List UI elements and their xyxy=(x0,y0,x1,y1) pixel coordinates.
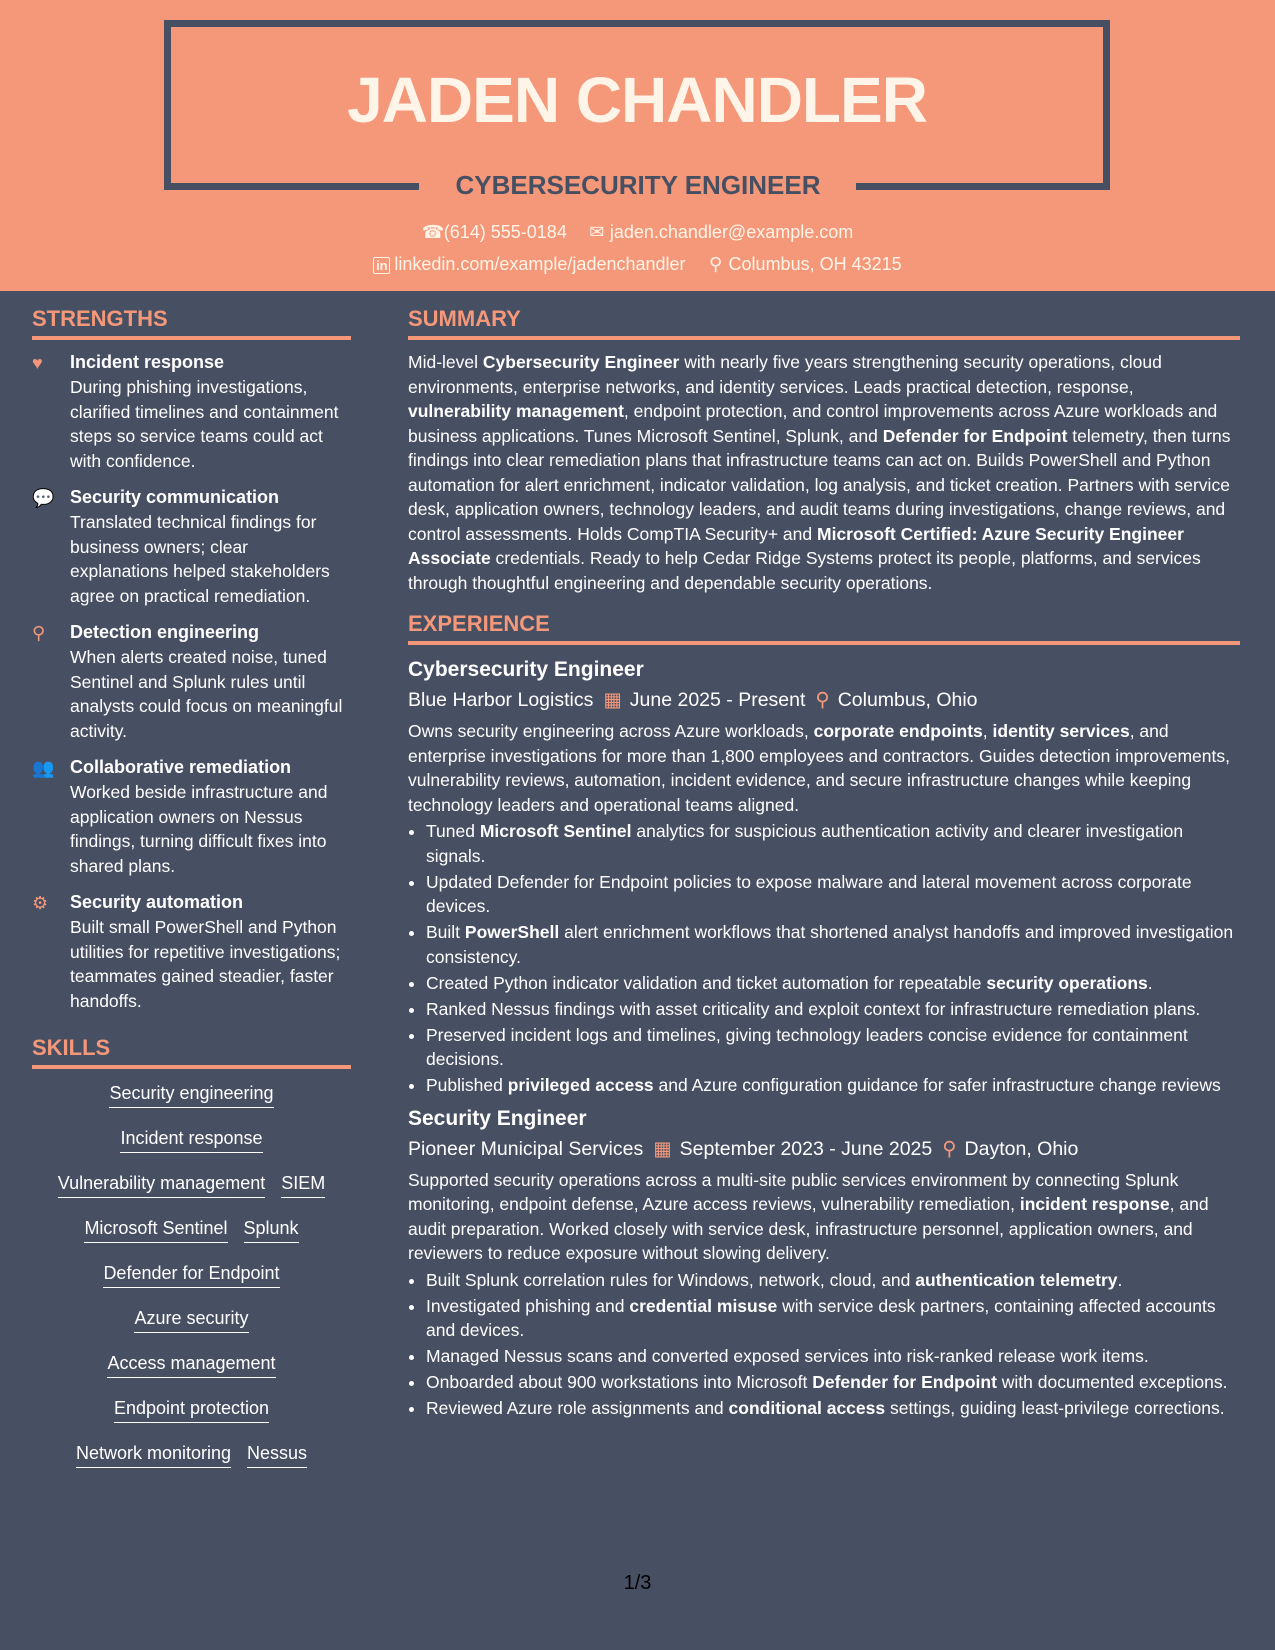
linkedin-text[interactable]: linkedin.com/example/jadenchandler xyxy=(394,254,686,274)
skill-row xyxy=(32,1169,351,1214)
bullet-item xyxy=(426,1396,1240,1421)
strengths-heading: STRENGTHS xyxy=(32,302,351,340)
strength-body xyxy=(70,890,351,1013)
bullet-item xyxy=(426,1023,1240,1072)
text-run: Updated Defender for Endpoint policies to expose malware and lateral movement across corporate devices. xyxy=(426,871,1192,916)
search-icon: ⚲ xyxy=(32,623,46,643)
location-contact xyxy=(707,251,902,277)
bold-text: Cybersecurity Engineer xyxy=(482,352,680,372)
location-text: Columbus, Ohio xyxy=(837,689,978,711)
job-dates xyxy=(603,685,805,715)
text-run: Onboarded about 900 workstations into Microsoft xyxy=(426,1372,813,1392)
bold-text: security operations xyxy=(986,972,1148,993)
text-run: Created Python indicator validation and ticket automation for repeatable xyxy=(426,972,987,993)
bullet-item xyxy=(426,1344,1240,1369)
skill-row xyxy=(32,1304,351,1349)
left-column xyxy=(32,302,351,1484)
skill-row xyxy=(32,1259,351,1304)
strength-item xyxy=(32,350,351,473)
calendar-icon: ▦ xyxy=(603,689,622,711)
text-run: , and enterprise investigations for more than 1,800 employees and contractors. Guides detection improvements, vulnerability reviews, automation, incident evidence, and secure infrastructure changes while keeping technology leaders and operational teams aligned. xyxy=(408,721,1230,815)
bold-text: incident response xyxy=(1019,1194,1170,1214)
job-title: Security Engineer xyxy=(408,1106,587,1130)
bold-text: conditional access xyxy=(728,1398,886,1418)
bold-text: Defender for Endpoint xyxy=(882,425,1068,446)
email-icon: ✉ xyxy=(589,222,605,242)
bullet-item xyxy=(426,870,1240,919)
skill-tag: Splunk xyxy=(244,1214,299,1243)
text-run: . xyxy=(1147,972,1153,993)
skill-tag: Microsoft Sentinel xyxy=(84,1214,227,1243)
location-pin-icon: ⚲ xyxy=(815,689,830,711)
text-run: Built Splunk correlation rules for Windows, network, cloud, and xyxy=(426,1269,916,1290)
bold-text: corporate endpoints xyxy=(813,721,983,741)
job-description xyxy=(408,719,1240,817)
frame-bottom-left xyxy=(164,183,419,190)
text-run: Preserved incident logs and timelines, giving technology leaders concise evidence for containment decisions. xyxy=(426,1024,1188,1069)
text-run: with documented exceptions. xyxy=(996,1372,1228,1392)
strength-item xyxy=(32,620,351,743)
chat-icon: 💬 xyxy=(32,488,55,508)
candidate-name: JADEN CHANDLER xyxy=(347,64,927,136)
skill-row xyxy=(32,1394,351,1439)
strength-title: Security automation xyxy=(70,892,244,912)
bold-text: privileged access xyxy=(507,1075,654,1095)
company-name: Blue Harbor Logistics xyxy=(408,689,594,711)
right-column xyxy=(408,302,1240,1422)
skill-tag: Access management xyxy=(107,1349,275,1378)
strength-body xyxy=(70,755,351,878)
job-entry xyxy=(408,1104,1240,1421)
phone-icon: ☎ xyxy=(421,222,445,242)
text-run: , endpoint protection, and control improvements across Azure workloads and business applications. Tunes Microsoft Sentinel, Splunk, and xyxy=(408,401,1218,446)
text-run: telemetry, then turns findings into clear remediation plans that infrastructure teams can act on. Builds PowerShell and Python automation for alert enrichment, indicator validation, log analysis, and ticket creation. Partners with service desk, application owners, technology leaders, and audit teams during investigations, change reviews, and control assessments. Holds CompTIA Security+ and xyxy=(408,425,1231,544)
frame-bottom-right xyxy=(856,183,1110,190)
strength-item xyxy=(32,485,351,608)
email-contact[interactable] xyxy=(588,219,853,245)
text-run: Supported security operations across a multi-site public services environment by connecting Splunk monitoring, endpoint defense, Azure access reviews, vulnerability remediation, xyxy=(408,1169,1179,1214)
text-run: settings, guiding least-privilege corrections. xyxy=(885,1398,1225,1418)
skill-tag: Defender for Endpoint xyxy=(103,1259,279,1288)
text-run: and Azure configuration guidance for safer infrastructure change reviews xyxy=(653,1075,1221,1095)
contact-line-1 xyxy=(0,219,1275,245)
skill-tag: SIEM xyxy=(281,1169,325,1198)
strength-description: During phishing investigations, clarified timelines and containment steps so service teams could act with confidence. xyxy=(70,377,339,471)
job-title-heading: CYBERSECURITY ENGINEER xyxy=(455,170,821,200)
bullet-item xyxy=(426,997,1240,1022)
experience-heading: EXPERIENCE xyxy=(408,607,1240,645)
skill-row xyxy=(32,1214,351,1259)
strengths-list xyxy=(32,350,351,1013)
strength-body xyxy=(70,350,351,473)
job-location xyxy=(815,685,977,715)
skills-heading: SKILLS xyxy=(32,1031,351,1069)
phone-text: (614) 555-0184 xyxy=(443,222,567,242)
phone-contact xyxy=(422,219,567,245)
skill-tag: Network monitoring xyxy=(76,1439,231,1468)
strength-title: Detection engineering xyxy=(70,622,260,642)
text-run: . xyxy=(1117,1269,1123,1290)
text-run: Managed Nessus scans and converted exposed services into risk-ranked release work items. xyxy=(426,1346,1149,1366)
summary-heading: SUMMARY xyxy=(408,302,1240,340)
job-description xyxy=(408,1168,1240,1266)
dates-text: June 2025 - Present xyxy=(629,689,806,711)
header-banner xyxy=(0,0,1275,291)
experience-list xyxy=(408,655,1240,1421)
job-meta xyxy=(408,685,1240,715)
skill-tag: Nessus xyxy=(247,1439,307,1468)
strength-body xyxy=(70,485,351,608)
text-run: Reviewed Azure role assignments and xyxy=(426,1398,729,1418)
strength-description: When alerts created noise, tuned Sentinel and Splunk rules until analysts could focus on meaningful activity. xyxy=(70,647,343,741)
text-run: Published xyxy=(426,1075,508,1095)
email-text[interactable]: jaden.chandler@example.com xyxy=(609,222,854,242)
skill-row xyxy=(32,1349,351,1394)
strength-title: Security communication xyxy=(70,487,280,507)
bullet-item xyxy=(426,819,1240,868)
bold-text: Defender for Endpoint xyxy=(812,1372,997,1392)
text-run: with nearly five years strengthening security operations, cloud environments, enterprise networks, and identity services. Leads practical detection, response, xyxy=(408,352,1162,397)
text-run: analytics for suspicious authentication activity and clearer investigation signals. xyxy=(426,821,1184,866)
text-run: alert enrichment workflows that shortened analyst handoffs and improved investigation consistency. xyxy=(426,922,1234,967)
skill-row xyxy=(32,1124,351,1169)
text-run: Investigated phishing and xyxy=(426,1295,630,1316)
bullet-item xyxy=(426,1073,1240,1098)
location-text: Dayton, Ohio xyxy=(964,1137,1079,1160)
job-title: Cybersecurity Engineer xyxy=(408,658,644,681)
bold-text: Microsoft Certified: Azure Security Engineer Associate xyxy=(408,523,1184,568)
text-run: Mid-level xyxy=(408,352,483,372)
strength-description: Built small PowerShell and Python utilities for repetitive investigations; teammates gained steadier, faster handoffs. xyxy=(70,917,341,1011)
bullet-item xyxy=(426,971,1240,996)
location-pin-icon: ⚲ xyxy=(708,254,723,274)
strength-item xyxy=(32,890,351,1013)
strength-title: Collaborative remediation xyxy=(70,757,292,777)
bold-text: credential misuse xyxy=(629,1295,778,1316)
location-pin-icon: ⚲ xyxy=(942,1137,957,1160)
strength-description: Translated technical findings for business owners; clear explanations helped stakeholders agree on practical remediation. xyxy=(70,512,330,606)
text-run: Tuned xyxy=(426,821,480,841)
text-run: credentials. Ready to help Cedar Ridge Systems protect its people, platforms, and services through thoughtful engineering and dependable security operations. xyxy=(408,548,1201,593)
linkedin-contact[interactable] xyxy=(373,251,685,277)
summary-text xyxy=(408,350,1240,595)
text-run: Built xyxy=(426,922,465,942)
text-run: Ranked Nessus findings with asset criticality and exploit context for infrastructure remediation plans. xyxy=(426,998,1201,1019)
dates-text: September 2023 - June 2025 xyxy=(679,1137,933,1160)
bold-text: PowerShell xyxy=(464,922,560,942)
contact-line-2 xyxy=(0,251,1275,277)
calendar-icon: ▦ xyxy=(653,1137,672,1160)
job-dates xyxy=(653,1134,932,1164)
location-text: Columbus, OH 43215 xyxy=(728,254,902,274)
text-run: with service desk partners, containing affected accounts and devices. xyxy=(426,1295,1216,1340)
bullet-item xyxy=(426,920,1240,969)
skill-tag: Security engineering xyxy=(109,1079,273,1108)
bold-text: authentication telemetry xyxy=(915,1269,1118,1290)
linkedin-icon: in xyxy=(373,257,390,274)
bullet-item xyxy=(426,1370,1240,1395)
bold-text: Microsoft Sentinel xyxy=(479,821,632,841)
text-run: , and audit preparation. Worked closely with service desk, infrastructure personnel, application owners, and reviewers to reduce exposure without slowing delivery. xyxy=(408,1194,1209,1263)
gears-icon: ⚙ xyxy=(32,893,49,913)
skill-row xyxy=(32,1439,351,1484)
bold-text: vulnerability management xyxy=(408,401,624,421)
company-name: Pioneer Municipal Services xyxy=(408,1137,644,1160)
text-run: , xyxy=(982,721,993,741)
skills-list xyxy=(32,1079,351,1484)
strength-item xyxy=(32,755,351,878)
job-meta xyxy=(408,1134,1240,1164)
skill-tag: Azure security xyxy=(134,1304,248,1333)
heart-icon: ♥ xyxy=(32,353,43,373)
skill-row xyxy=(32,1079,351,1124)
bullet-item xyxy=(426,1294,1240,1343)
job-location xyxy=(942,1134,1078,1164)
users-icon: 👥 xyxy=(32,758,55,778)
strength-description: Worked beside infrastructure and application owners on Nessus findings, turning difficult fixes into shared plans. xyxy=(70,782,328,876)
job-bullets xyxy=(408,1268,1240,1421)
strength-title: Incident response xyxy=(70,352,225,372)
bold-text: identity services xyxy=(992,721,1130,741)
skill-tag: Incident response xyxy=(120,1124,262,1153)
strength-body xyxy=(70,620,351,743)
page-number: 1/3 xyxy=(623,1572,652,1594)
job-entry xyxy=(408,655,1240,1098)
bullet-item xyxy=(426,1268,1240,1293)
text-run: Owns security engineering across Azure workloads, xyxy=(408,721,814,741)
job-bullets xyxy=(408,819,1240,1098)
skill-tag: Endpoint protection xyxy=(114,1394,269,1423)
skill-tag: Vulnerability management xyxy=(58,1169,265,1198)
